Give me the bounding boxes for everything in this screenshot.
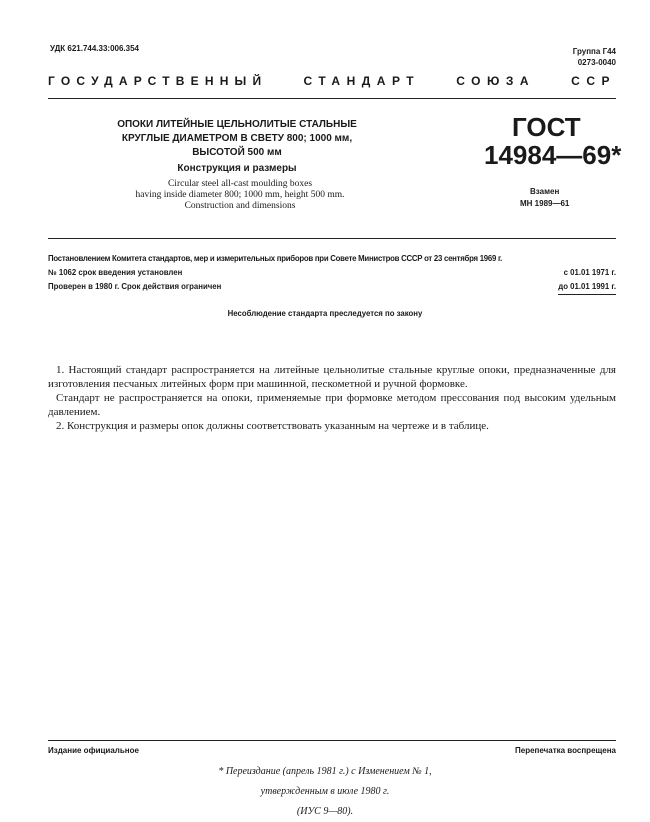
replaces-block xyxy=(520,186,569,210)
title-en-line-2: having inside diameter 800; 1000 mm, height 500 mm. xyxy=(135,190,345,200)
divider-top xyxy=(48,98,616,99)
banner-word-2: СТАНДАРТ xyxy=(303,74,421,88)
decree-line-1: Постановлением Комитета стандартов, мер и измерительных приборов при Совете Министров СССР от 23 сентября 1969 г. xyxy=(48,254,503,263)
footnote-line-3: (ИУС 9—80). xyxy=(296,806,354,817)
title-en-line-3: Construction and dimensions xyxy=(184,201,296,211)
body-text xyxy=(48,363,616,433)
title-en xyxy=(120,179,360,212)
reissue-footnote xyxy=(0,762,650,822)
official-edition: Издание официальное xyxy=(48,746,139,755)
title-line-1: ОПОКИ ЛИТЕЙНЫЕ ЦЕЛЬНОЛИТЫЕ СТАЛЬНЫЕ xyxy=(117,119,357,130)
gost-label: ГОСТ xyxy=(512,112,581,142)
legal-warning: Несоблюдение стандарта преследуется по закону xyxy=(227,309,423,318)
decree-end-date: до 01.01 1991 г. xyxy=(558,280,616,295)
banner-word-4: ССР xyxy=(571,74,616,88)
decree-line-3: Проверен в 1980 г. Срок действия ограничен xyxy=(48,282,222,291)
banner-word-1: ГОСУДАРСТВЕННЫЙ xyxy=(48,74,268,88)
classification-code: 0273-0040 xyxy=(577,58,616,67)
decree-block xyxy=(48,252,616,295)
title-line-3: ВЫСОТОЙ 500 мм xyxy=(192,147,282,158)
decree-start-date: с 01.01 1971 г. xyxy=(563,268,616,277)
divider-bottom xyxy=(48,740,616,741)
title-en-line-1: Circular steel all-cast moulding boxes xyxy=(167,179,313,189)
gost-number: 14984—69* xyxy=(484,140,622,170)
title-subtitle: Конструкция и размеры xyxy=(177,163,297,174)
title-ru xyxy=(92,118,382,176)
footnote-line-1: * Переиздание (апрель 1981 г.) с Изменением № 1, xyxy=(218,766,432,777)
group-label: Группа Г44 xyxy=(572,47,616,56)
replaces-label: Взамен xyxy=(530,187,560,196)
replaces-value: МН 1989—61 xyxy=(520,199,570,208)
paragraph-1: 1. Настоящий стандарт распространяется на литейные цельнолитые стальные круглые опоки, предназначенные для изготовления песчаных литейных форм при машинной, пескометной и ручной формовке. xyxy=(48,364,616,390)
reprint-prohibited: Перепечатка воспрещена xyxy=(515,746,616,755)
decree-line-2: № 1062 срок введения установлен xyxy=(48,268,183,277)
divider-middle xyxy=(48,238,616,239)
udk-code: УДК 621.744.33:006.354 xyxy=(50,44,139,53)
title-line-2: КРУГЛЫЕ ДИАМЕТРОМ В СВЕТУ 800; 1000 мм, xyxy=(121,133,353,144)
state-standard-banner xyxy=(48,74,616,88)
paragraph-2: Стандарт не распространяется на опоки, применяемые при формовке методом прессования под высоким удельным давлением. xyxy=(48,392,616,418)
banner-word-3: СОЮЗА xyxy=(456,74,536,88)
group-code xyxy=(573,46,616,68)
paragraph-3: 2. Конструкция и размеры опок должны соответствовать указанным на чертеже и в таблице. xyxy=(56,420,489,432)
footnote-line-2: утвержденным в июле 1980 г. xyxy=(260,786,390,797)
